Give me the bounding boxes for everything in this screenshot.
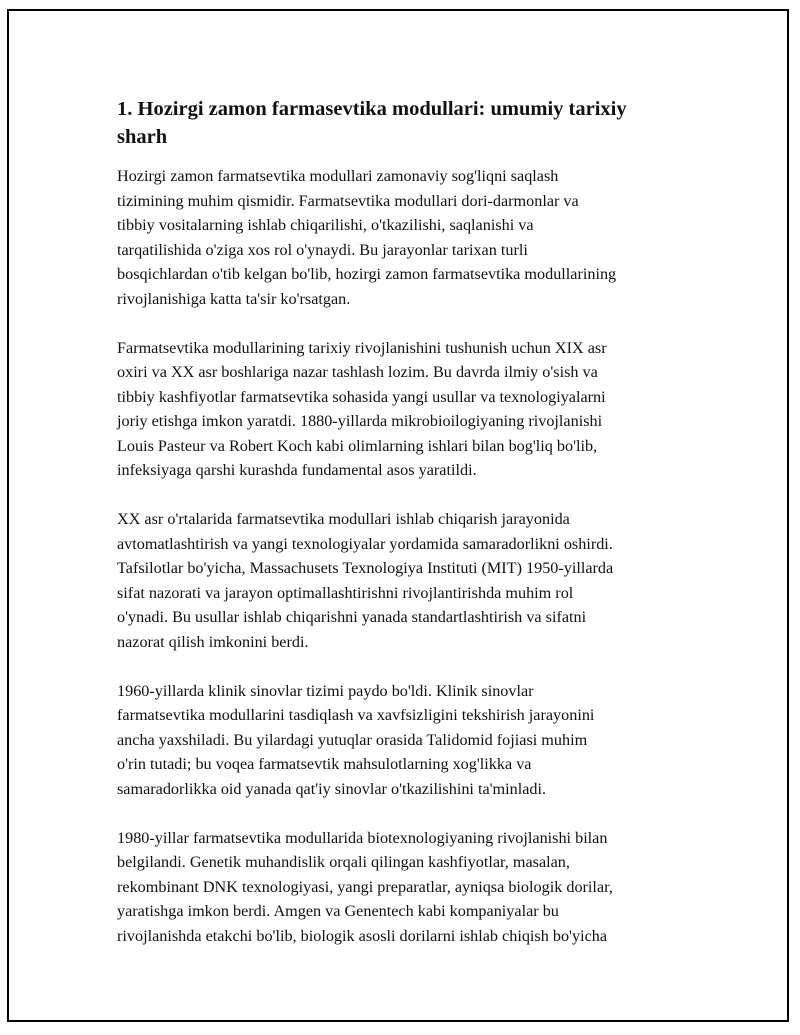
paragraph-5: 1980-yillar farmatsevtika modullarida biotexnologiyaning rivojlanishi bilan belgilandi. Genetik muhandislik orqali qilingan kashfiyotlar, masalan, rekombinant DNK texnologiyasi, yangi preparatlar, ayniqsa biologik dorilar, yaratishga imkon berdi. Amgen va Genentech kabi kompaniyalar bu rivojlanishda etakchi bo'lib, biologik asosli dorilarni ishlab chiqish bo'yicha <box>117 828 613 945</box>
section-heading: 1. Hozirgi zamon farmasevtika modullari: umumiy tarixiy sharh <box>117 98 627 148</box>
document-body <box>117 95 692 973</box>
paragraph-1: Hozirgi zamon farmatsevtika modullari zamonaviy sog'liqni saqlash tizimining muhim qismidir. Farmatsevtika modullari dori-darmonlar va tibbiy vositalarning ishlab chiqarilishi, o'tkazilishi, saqlanishi va tarqatilishida o'ziga xos rol o'ynaydi. Bu jarayonlar tarixan turli bosqichlardan o'tib kelgan bo'lib, hozirgi zamon farmatsevtika modullarining rivojlanishiga katta ta'sir ko'rsatgan. <box>117 167 617 308</box>
paragraph-2: Farmatsevtika modullarining tarixiy rivojlanishini tushunish uchun XIX asr oxiri va XX asr boshlariga nazar tashlash lozim. Bu davrda ilmiy o'sish va tibbiy kashfiyotlar farmatsevtika sohasida yangi usullar va texnologiyalarni joriy etishga imkon yaratdi. 1880-yillarda mikrobioilogiyaning rivojlanishi Louis Pasteur va Robert Koch kabi olimlarning ishlari bilan bog'liq bo'lib, infeksiyaga qarshi kurashda fundamental asos yaratildi. <box>117 338 607 479</box>
paragraph-4: 1960-yillarda klinik sinovlar tizimi paydo bo'ldi. Klinik sinovlar farmatsevtika modullarini tasdiqlash va xavfsizligini tekshirish jarayonini ancha yaxshiladi. Bu yilardagi yutuqlar orasida Talidomid fojiasi muhim o'rin tutadi; bu voqea farmatsevtik mahsulotlarning xog'likka va samaradorlikka oid yanada qat'iy sinovlar o'tkazilishini ta'minladi. <box>117 681 595 798</box>
paragraph-3: XX asr o'rtalarida farmatsevtika modullari ishlab chiqarish jarayonida avtomatlashtirish va yangi texnologiyalar yordamida samaradorlikni oshirdi. Tafsilotlar bo'yicha, Massachusets Texnologiya Instituti (MIT) 1950-yillarda sifat nazorati va jarayon optimallashtirishni rivojlantirishda muhim rol o'ynadi. Bu usullar ishlab chiqarishni yanada standartlashtirish va sifatni nazorat qilish imkonini berdi. <box>117 510 614 651</box>
